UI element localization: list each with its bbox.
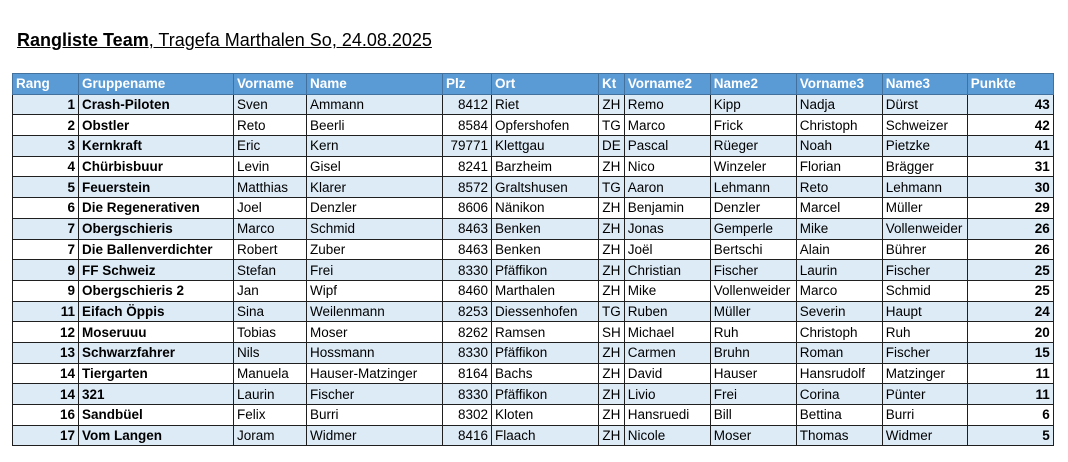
table-row xyxy=(13,177,1054,198)
cell-rang: 1 xyxy=(13,94,79,115)
cell-kt: ZH xyxy=(599,156,625,177)
cell-vorname: Felix xyxy=(234,405,307,426)
cell-name3: Dürst xyxy=(882,94,967,115)
cell-vorname3: Christoph xyxy=(796,322,882,343)
cell-vorname2: Remo xyxy=(624,94,710,115)
cell-name3: Pünter xyxy=(882,384,967,405)
cell-ort: Opfershofen xyxy=(492,115,599,136)
column-header-name3: Name3 xyxy=(882,74,967,95)
cell-name3: Pietzke xyxy=(882,136,967,157)
cell-vorname3: Corina xyxy=(796,384,882,405)
cell-kt: TG xyxy=(599,115,625,136)
cell-kt: ZH xyxy=(599,363,625,384)
cell-punkte: 43 xyxy=(967,94,1053,115)
cell-plz: 8584 xyxy=(443,115,492,136)
cell-vorname2: Benjamin xyxy=(624,198,710,219)
cell-vorname3: Florian xyxy=(796,156,882,177)
cell-gruppename: Eifach Öppis xyxy=(79,301,234,322)
column-header-vorname2: Vorname2 xyxy=(624,74,710,95)
cell-name: Fischer xyxy=(307,384,443,405)
cell-name: Widmer xyxy=(307,425,443,446)
cell-vorname2: Jonas xyxy=(624,218,710,239)
cell-vorname3: Nadja xyxy=(796,94,882,115)
cell-ort: Benken xyxy=(492,239,599,260)
cell-vorname3: Roman xyxy=(796,342,882,363)
column-header-plz: Plz xyxy=(443,74,492,95)
cell-vorname2: Aaron xyxy=(624,177,710,198)
table-row xyxy=(13,363,1054,384)
cell-vorname2: Hansruedi xyxy=(624,405,710,426)
cell-punkte: 24 xyxy=(967,301,1053,322)
table-row xyxy=(13,260,1054,281)
cell-ort: Graltshusen xyxy=(492,177,599,198)
cell-name2: Fischer xyxy=(710,260,796,281)
table-row xyxy=(13,322,1054,343)
cell-plz: 8330 xyxy=(443,384,492,405)
cell-kt: TG xyxy=(599,177,625,198)
table-row xyxy=(13,301,1054,322)
cell-name: Moser xyxy=(307,322,443,343)
table-row xyxy=(13,425,1054,446)
cell-name: Weilenmann xyxy=(307,301,443,322)
cell-vorname3: Thomas xyxy=(796,425,882,446)
cell-name: Beerli xyxy=(307,115,443,136)
cell-kt: ZH xyxy=(599,384,625,405)
cell-gruppename: 321 xyxy=(79,384,234,405)
cell-kt: ZH xyxy=(599,425,625,446)
cell-ort: Ramsen xyxy=(492,322,599,343)
cell-rang: 11 xyxy=(13,301,79,322)
cell-name2: Rüeger xyxy=(710,136,796,157)
cell-rang: 2 xyxy=(13,115,79,136)
cell-vorname: Reto xyxy=(234,115,307,136)
cell-name2: Denzler xyxy=(710,198,796,219)
cell-vorname: Marco xyxy=(234,218,307,239)
table-row xyxy=(13,198,1054,219)
cell-plz: 8241 xyxy=(443,156,492,177)
cell-ort: Barzheim xyxy=(492,156,599,177)
cell-vorname: Tobias xyxy=(234,322,307,343)
cell-gruppename: Die Ballenverdichter xyxy=(79,239,234,260)
cell-kt: ZH xyxy=(599,280,625,301)
cell-vorname3: Reto xyxy=(796,177,882,198)
cell-plz: 8463 xyxy=(443,218,492,239)
cell-name3: Müller xyxy=(882,198,967,219)
cell-gruppename: Vom Langen xyxy=(79,425,234,446)
cell-plz: 8412 xyxy=(443,94,492,115)
cell-vorname: Laurin xyxy=(234,384,307,405)
cell-plz: 8330 xyxy=(443,342,492,363)
cell-vorname: Levin xyxy=(234,156,307,177)
cell-name: Wipf xyxy=(307,280,443,301)
cell-vorname: Joel xyxy=(234,198,307,219)
cell-name2: Bertschi xyxy=(710,239,796,260)
cell-vorname2: Livio xyxy=(624,384,710,405)
cell-name2: Ruh xyxy=(710,322,796,343)
cell-gruppename: Schwarzfahrer xyxy=(79,342,234,363)
title-main: Rangliste Team xyxy=(17,30,149,50)
table-body xyxy=(13,94,1054,446)
cell-vorname2: Michael xyxy=(624,322,710,343)
column-header-vorname: Vorname xyxy=(234,74,307,95)
title-subtitle: , Tragefa Marthalen So, 24.08.2025 xyxy=(148,30,432,50)
cell-rang: 9 xyxy=(13,280,79,301)
cell-name3: Vollenweider xyxy=(882,218,967,239)
cell-name: Hauser-Matzinger xyxy=(307,363,443,384)
cell-name: Frei xyxy=(307,260,443,281)
cell-plz: 8460 xyxy=(443,280,492,301)
table-row xyxy=(13,156,1054,177)
cell-vorname3: Severin xyxy=(796,301,882,322)
cell-gruppename: Chürbisbuur xyxy=(79,156,234,177)
cell-name3: Schweizer xyxy=(882,115,967,136)
cell-punkte: 25 xyxy=(967,260,1053,281)
cell-kt: DE xyxy=(599,136,625,157)
cell-punkte: 20 xyxy=(967,322,1053,343)
cell-rang: 5 xyxy=(13,177,79,198)
column-header-rang: Rang xyxy=(13,74,79,95)
cell-plz: 8253 xyxy=(443,301,492,322)
cell-gruppename: Kernkraft xyxy=(79,136,234,157)
cell-rang: 7 xyxy=(13,218,79,239)
cell-name: Denzler xyxy=(307,198,443,219)
cell-name: Kern xyxy=(307,136,443,157)
cell-ort: Riet xyxy=(492,94,599,115)
cell-gruppename: Obergschieris xyxy=(79,218,234,239)
cell-gruppename: Tiergarten xyxy=(79,363,234,384)
cell-rang: 9 xyxy=(13,260,79,281)
cell-ort: Kloten xyxy=(492,405,599,426)
cell-punkte: 26 xyxy=(967,218,1053,239)
cell-ort: Klettgau xyxy=(492,136,599,157)
ranking-table xyxy=(12,73,1054,446)
cell-rang: 12 xyxy=(13,322,79,343)
cell-gruppename: FF Schweiz xyxy=(79,260,234,281)
table-row xyxy=(13,239,1054,260)
table-header-row xyxy=(13,74,1054,95)
cell-plz: 8262 xyxy=(443,322,492,343)
cell-name: Gisel xyxy=(307,156,443,177)
cell-name2: Bruhn xyxy=(710,342,796,363)
cell-vorname2: Pascal xyxy=(624,136,710,157)
cell-name2: Winzeler xyxy=(710,156,796,177)
cell-vorname3: Hansrudolf xyxy=(796,363,882,384)
cell-name3: Schmid xyxy=(882,280,967,301)
cell-vorname2: Mike xyxy=(624,280,710,301)
cell-ort: Pfäffikon xyxy=(492,342,599,363)
cell-rang: 16 xyxy=(13,405,79,426)
cell-plz: 8330 xyxy=(443,260,492,281)
cell-plz: 8463 xyxy=(443,239,492,260)
cell-plz: 8416 xyxy=(443,425,492,446)
cell-vorname2: Nico xyxy=(624,156,710,177)
cell-vorname2: Joël xyxy=(624,239,710,260)
cell-kt: ZH xyxy=(599,198,625,219)
cell-name2: Frick xyxy=(710,115,796,136)
cell-name2: Bill xyxy=(710,405,796,426)
cell-name2: Hauser xyxy=(710,363,796,384)
page-title xyxy=(17,30,432,51)
cell-ort: Bachs xyxy=(492,363,599,384)
cell-kt: ZH xyxy=(599,342,625,363)
cell-vorname: Robert xyxy=(234,239,307,260)
cell-vorname: Matthias xyxy=(234,177,307,198)
cell-gruppename: Moseruuu xyxy=(79,322,234,343)
cell-rang: 14 xyxy=(13,363,79,384)
cell-punkte: 11 xyxy=(967,363,1053,384)
cell-rang: 14 xyxy=(13,384,79,405)
cell-vorname3: Marcel xyxy=(796,198,882,219)
cell-punkte: 42 xyxy=(967,115,1053,136)
cell-plz: 8164 xyxy=(443,363,492,384)
cell-gruppename: Sandbüel xyxy=(79,405,234,426)
cell-name: Schmid xyxy=(307,218,443,239)
column-header-name2: Name2 xyxy=(710,74,796,95)
cell-ort: Marthalen xyxy=(492,280,599,301)
cell-punkte: 41 xyxy=(967,136,1053,157)
cell-name3: Haupt xyxy=(882,301,967,322)
cell-plz: 79771 xyxy=(443,136,492,157)
cell-punkte: 11 xyxy=(967,384,1053,405)
cell-vorname3: Alain xyxy=(796,239,882,260)
cell-name3: Ruh xyxy=(882,322,967,343)
column-header-ort: Ort xyxy=(492,74,599,95)
cell-vorname2: Nicole xyxy=(624,425,710,446)
column-header-gruppename: Gruppename xyxy=(79,74,234,95)
cell-name2: Moser xyxy=(710,425,796,446)
cell-kt: ZH xyxy=(599,260,625,281)
cell-name: Klarer xyxy=(307,177,443,198)
column-header-punkte: Punkte xyxy=(967,74,1053,95)
cell-name2: Frei xyxy=(710,384,796,405)
cell-name: Hossmann xyxy=(307,342,443,363)
cell-plz: 8606 xyxy=(443,198,492,219)
cell-ort: Flaach xyxy=(492,425,599,446)
cell-rang: 7 xyxy=(13,239,79,260)
cell-name: Ammann xyxy=(307,94,443,115)
cell-rang: 17 xyxy=(13,425,79,446)
cell-vorname3: Bettina xyxy=(796,405,882,426)
cell-gruppename: Obergschieris 2 xyxy=(79,280,234,301)
cell-vorname3: Laurin xyxy=(796,260,882,281)
cell-gruppename: Die Regenerativen xyxy=(79,198,234,219)
column-header-name: Name xyxy=(307,74,443,95)
column-header-kt: Kt xyxy=(599,74,625,95)
cell-ort: Diessenhofen xyxy=(492,301,599,322)
cell-plz: 8302 xyxy=(443,405,492,426)
cell-vorname2: Christian xyxy=(624,260,710,281)
cell-vorname2: Marco xyxy=(624,115,710,136)
cell-name3: Brägger xyxy=(882,156,967,177)
cell-punkte: 29 xyxy=(967,198,1053,219)
cell-vorname3: Mike xyxy=(796,218,882,239)
cell-kt: ZH xyxy=(599,405,625,426)
cell-vorname3: Noah xyxy=(796,136,882,157)
cell-punkte: 25 xyxy=(967,280,1053,301)
cell-name2: Vollenweider xyxy=(710,280,796,301)
cell-kt: ZH xyxy=(599,239,625,260)
cell-punkte: 5 xyxy=(967,425,1053,446)
cell-ort: Nänikon xyxy=(492,198,599,219)
cell-gruppename: Feuerstein xyxy=(79,177,234,198)
cell-name3: Lehmann xyxy=(882,177,967,198)
cell-name3: Burri xyxy=(882,405,967,426)
cell-vorname2: Carmen xyxy=(624,342,710,363)
cell-name: Burri xyxy=(307,405,443,426)
cell-vorname: Nils xyxy=(234,342,307,363)
cell-rang: 4 xyxy=(13,156,79,177)
cell-punkte: 31 xyxy=(967,156,1053,177)
cell-name2: Lehmann xyxy=(710,177,796,198)
cell-gruppename: Crash-Piloten xyxy=(79,94,234,115)
table-row xyxy=(13,342,1054,363)
cell-vorname: Sina xyxy=(234,301,307,322)
cell-name: Zuber xyxy=(307,239,443,260)
table-row xyxy=(13,115,1054,136)
cell-vorname: Joram xyxy=(234,425,307,446)
table-row xyxy=(13,280,1054,301)
cell-vorname3: Christoph xyxy=(796,115,882,136)
cell-rang: 3 xyxy=(13,136,79,157)
cell-kt: ZH xyxy=(599,218,625,239)
cell-punkte: 15 xyxy=(967,342,1053,363)
cell-kt: ZH xyxy=(599,94,625,115)
cell-ort: Pfäffikon xyxy=(492,384,599,405)
cell-name2: Müller xyxy=(710,301,796,322)
cell-name3: Widmer xyxy=(882,425,967,446)
cell-name3: Fischer xyxy=(882,260,967,281)
cell-punkte: 30 xyxy=(967,177,1053,198)
cell-punkte: 26 xyxy=(967,239,1053,260)
cell-name3: Bührer xyxy=(882,239,967,260)
table-row xyxy=(13,384,1054,405)
cell-name3: Fischer xyxy=(882,342,967,363)
cell-vorname: Stefan xyxy=(234,260,307,281)
cell-gruppename: Obstler xyxy=(79,115,234,136)
cell-punkte: 6 xyxy=(967,405,1053,426)
cell-name2: Gemperle xyxy=(710,218,796,239)
column-header-vorname3: Vorname3 xyxy=(796,74,882,95)
cell-ort: Pfäffikon xyxy=(492,260,599,281)
cell-rang: 6 xyxy=(13,198,79,219)
cell-kt: SH xyxy=(599,322,625,343)
cell-vorname2: Ruben xyxy=(624,301,710,322)
cell-vorname3: Marco xyxy=(796,280,882,301)
table-row xyxy=(13,136,1054,157)
cell-ort: Benken xyxy=(492,218,599,239)
cell-vorname: Sven xyxy=(234,94,307,115)
cell-vorname: Manuela xyxy=(234,363,307,384)
cell-vorname: Jan xyxy=(234,280,307,301)
cell-kt: TG xyxy=(599,301,625,322)
table-row xyxy=(13,405,1054,426)
cell-vorname2: David xyxy=(624,363,710,384)
table-row xyxy=(13,94,1054,115)
cell-name3: Matzinger xyxy=(882,363,967,384)
table-row xyxy=(13,218,1054,239)
cell-rang: 13 xyxy=(13,342,79,363)
cell-plz: 8572 xyxy=(443,177,492,198)
cell-name2: Kipp xyxy=(710,94,796,115)
cell-vorname: Eric xyxy=(234,136,307,157)
